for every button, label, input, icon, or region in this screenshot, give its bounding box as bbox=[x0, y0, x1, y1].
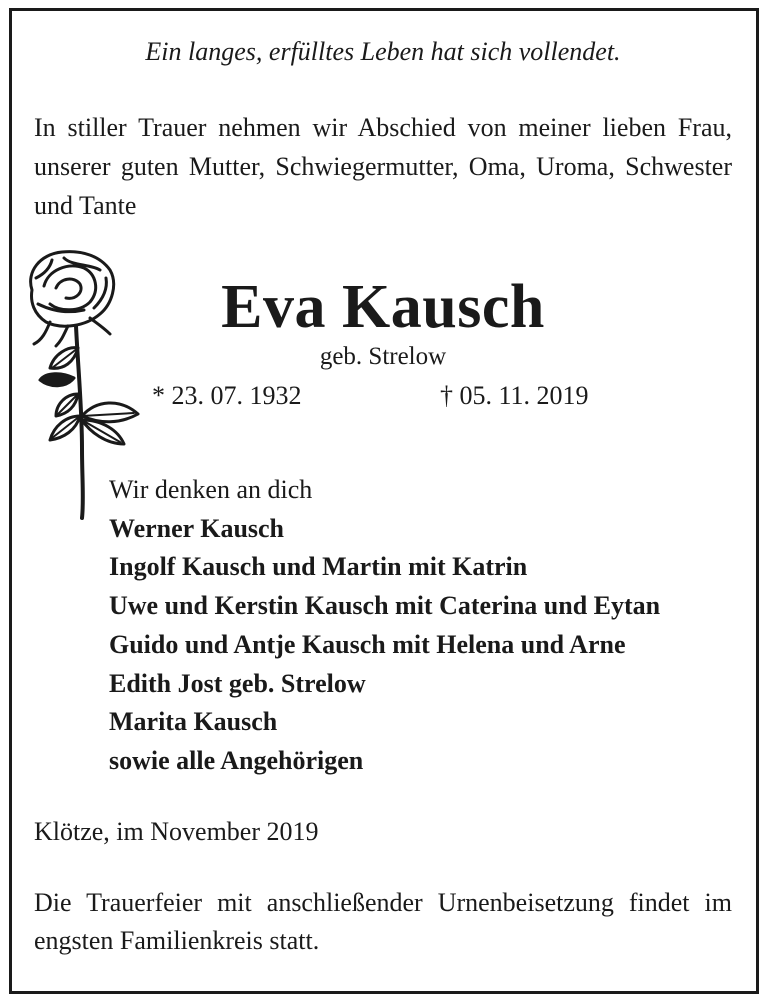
place-date: Klötze, im November 2019 bbox=[34, 817, 319, 846]
death-date: † 05. 11. 2019 bbox=[440, 381, 589, 410]
birth-date: * 23. 07. 1932 bbox=[152, 381, 302, 410]
mourners-list bbox=[109, 471, 660, 781]
intro-text: In stiller Trauer nehmen wir Abschied von meiner lieben Frau, unserer guten Mutter, Schwiegermutter, Oma, Uroma, Schwester und Tante bbox=[34, 113, 732, 220]
mourner-name: Guido und Antje Kausch mit Helena und Arne bbox=[109, 629, 626, 659]
motto: Ein langes, erfülltes Leben hat sich vollendet. bbox=[145, 37, 621, 66]
mourners-lead: Wir denken an dich bbox=[109, 475, 313, 504]
mourner-name: Marita Kausch bbox=[109, 707, 278, 737]
mourner-name: Uwe und Kerstin Kausch mit Caterina und Eytan bbox=[109, 591, 661, 621]
mourner-name: sowie alle Angehörigen bbox=[109, 745, 364, 775]
mourner-name: Edith Jost geb. Strelow bbox=[109, 668, 366, 698]
mourner-name: Werner Kausch bbox=[109, 513, 285, 543]
ceremony-note: Die Trauerfeier mit anschließender Urnenbeisetzung findet im engsten Familienkreis statt. bbox=[34, 888, 732, 955]
mourner-name: Ingolf Kausch und Martin mit Katrin bbox=[109, 552, 528, 582]
deceased-name: Eva Kausch bbox=[221, 273, 545, 341]
maiden-name: geb. Strelow bbox=[319, 343, 447, 370]
